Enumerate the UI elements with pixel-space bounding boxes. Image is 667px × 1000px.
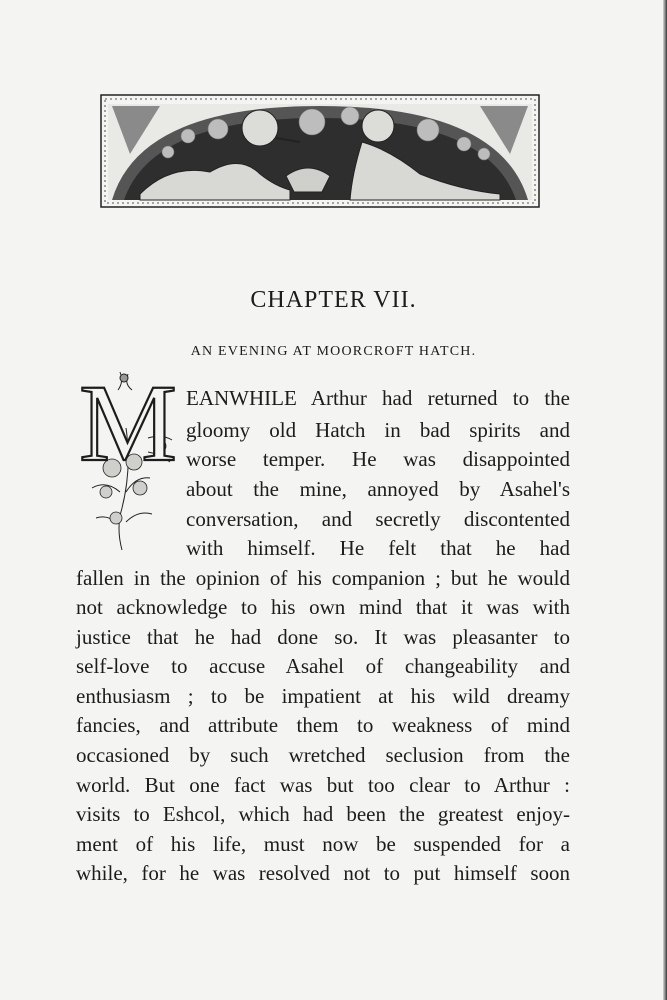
svg-text:M: M <box>79 368 177 484</box>
text-line: enthusiasm ; to be impatient at his wild dreamy <box>76 684 570 708</box>
text-line: gloomy old Hatch in bad spirits and <box>186 418 570 442</box>
text-line: conversation, and secretly discontented <box>186 507 570 531</box>
text-line: ment of his life, must now be suspended for a <box>76 832 570 856</box>
text-line: fallen in the opinion of his companion ; but he would <box>76 566 570 590</box>
text-line: while, for he was resolved not to put himself soon <box>76 861 570 885</box>
text-line: occasioned by such wretched seclusion from the <box>76 743 570 767</box>
text-line: visits to Eshcol, which had been the greatest enjoy- <box>76 802 570 826</box>
text-line: worse temper. He was disappointed <box>186 447 570 471</box>
decorated-drop-cap <box>72 368 184 554</box>
text-line: with himself. He felt that he had <box>186 536 570 560</box>
page-edge-shadow <box>663 0 667 1000</box>
text-line: about the mine, annoyed by Asahel's <box>186 477 570 501</box>
text-line: fancies, and attribute them to weakness of mind <box>76 713 570 737</box>
text-line: not acknowledge to his own mind that it was with <box>76 595 570 619</box>
text-line: EANWHILE Arthur had returned to the <box>186 386 570 410</box>
chapter-subtitle: AN EVENING AT MOORCROFT HATCH. <box>190 344 477 359</box>
headpiece-illustration <box>100 94 540 208</box>
chapter-title: CHAPTER VII. <box>250 287 417 313</box>
text-line: justice that he had done so. It was pleasanter to <box>76 625 570 649</box>
text-line: world. But one fact was but too clear to Arthur : <box>76 773 570 797</box>
text-line: self-love to accuse Asahel of changeability and <box>76 654 570 678</box>
